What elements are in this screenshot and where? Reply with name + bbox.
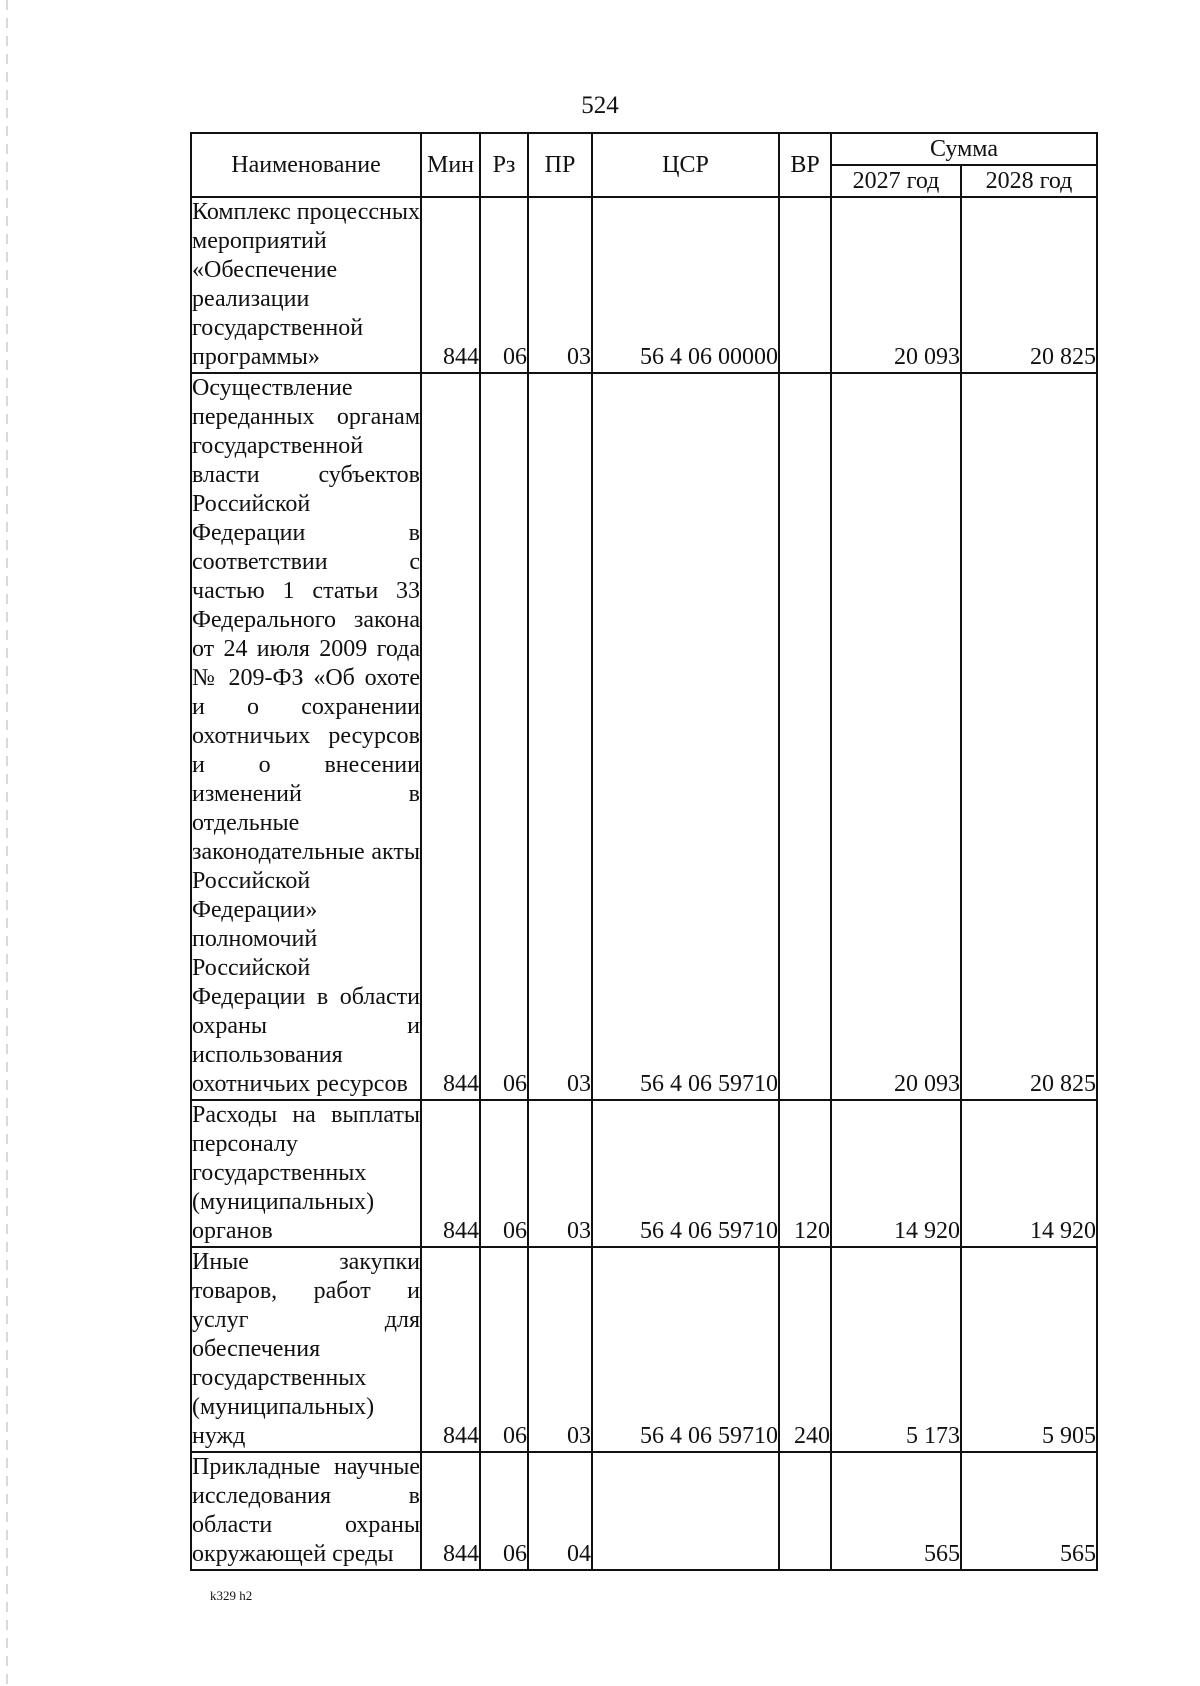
table-row — [191, 1100, 1097, 1247]
row-vr: 240 — [779, 1247, 831, 1452]
row-rz: 06 — [480, 197, 528, 373]
row-rz: 06 — [480, 1452, 528, 1570]
table-row — [191, 1247, 1097, 1452]
row-sum-2027: 14 920 — [831, 1100, 961, 1247]
row-sum-2028: 20 825 — [961, 197, 1097, 373]
budget-table — [190, 132, 1098, 1571]
row-csr: 56 4 06 00000 — [592, 197, 779, 373]
table-body — [191, 197, 1097, 1570]
row-vr — [779, 373, 831, 1100]
row-min: 844 — [421, 1100, 480, 1247]
row-vr — [779, 197, 831, 373]
footer-code: k329 h2 — [210, 1588, 253, 1603]
header-pr: ПР — [528, 133, 592, 197]
header-rz: Рз — [480, 133, 528, 197]
row-name: Осуществление переданных органам государственной власти субъектов Российской Федерации в соответствии с частью 1 статьи 33 Федерального закона от 24 июля 2009 года № 209-ФЗ «Об охоте и о сохранении охотничьих ресурсов и о внесении изменений в отдельные законодательные акты Российской Федерации» полномочий Российской Федерации в области охраны и использования охотничьих ресурсов — [191, 373, 421, 1100]
row-rz: 06 — [480, 373, 528, 1100]
table-header — [191, 133, 1097, 197]
header-year-2027: 2027 год — [831, 165, 961, 197]
row-rz: 06 — [480, 1247, 528, 1452]
page-number: 524 — [581, 92, 619, 119]
row-sum-2028: 20 825 — [961, 373, 1097, 1100]
header-csr: ЦСР — [592, 133, 779, 197]
row-sum-2027: 20 093 — [831, 197, 961, 373]
table-row — [191, 373, 1097, 1100]
row-min: 844 — [421, 1452, 480, 1570]
row-pr: 03 — [528, 1100, 592, 1247]
row-sum-2027: 20 093 — [831, 373, 961, 1100]
row-name: Расходы на выплаты персоналу государственных (муниципальных) органов — [191, 1100, 421, 1247]
header-name: Наименование — [191, 133, 421, 197]
row-vr: 120 — [779, 1100, 831, 1247]
row-min: 844 — [421, 373, 480, 1100]
row-csr: 56 4 06 59710 — [592, 1100, 779, 1247]
row-pr: 04 — [528, 1452, 592, 1570]
row-pr: 03 — [528, 197, 592, 373]
table-row — [191, 197, 1097, 373]
row-sum-2028: 565 — [961, 1452, 1097, 1570]
scan-edge-artifact — [6, 0, 8, 1686]
row-sum-2028: 5 905 — [961, 1247, 1097, 1452]
row-csr — [592, 1452, 779, 1570]
row-csr: 56 4 06 59710 — [592, 1247, 779, 1452]
row-name: Комплекс процессных мероприятий «Обеспечение реализации государственной программы» — [191, 197, 421, 373]
row-rz: 06 — [480, 1100, 528, 1247]
row-sum-2027: 565 — [831, 1452, 961, 1570]
row-vr — [779, 1452, 831, 1570]
header-year-2028: 2028 год — [961, 165, 1097, 197]
header-vr: ВР — [779, 133, 831, 197]
row-sum-2028: 14 920 — [961, 1100, 1097, 1247]
header-min: Мин — [421, 133, 480, 197]
row-min: 844 — [421, 197, 480, 373]
row-min: 844 — [421, 1247, 480, 1452]
row-sum-2027: 5 173 — [831, 1247, 961, 1452]
row-csr: 56 4 06 59710 — [592, 373, 779, 1100]
row-pr: 03 — [528, 373, 592, 1100]
row-name: Прикладные научные исследования в области охраны окружающей среды — [191, 1452, 421, 1570]
header-sum: Сумма — [831, 133, 1097, 165]
row-name: Иные закупки товаров, работ и услуг для обеспечения государственных (муниципальных) нужд — [191, 1247, 421, 1452]
table-row — [191, 1452, 1097, 1570]
row-pr: 03 — [528, 1247, 592, 1452]
